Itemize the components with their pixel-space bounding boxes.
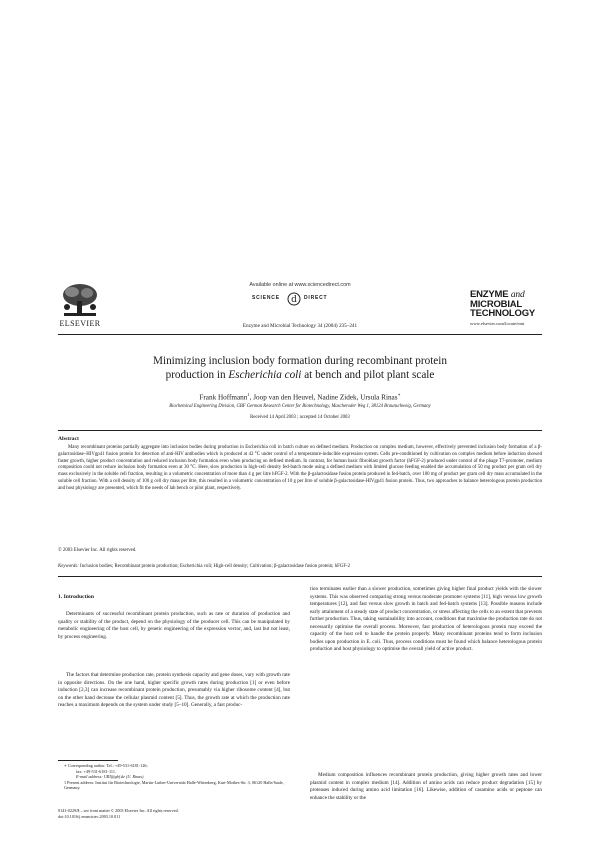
journal-logo-line3: TECHNOLOGY (470, 308, 536, 319)
footnotes (58, 763, 290, 791)
authors-rest: , Joop van den Heuvel, Nadine Zidek, Ursula Rinas (249, 393, 398, 402)
title-line2 (60, 368, 540, 382)
journal-logo-icon (470, 290, 562, 330)
right-paragraph-2: Medium composition influences recombinant protein production, giving higher growth rates and lower plasmid content in complex medium [14]. Addition of amino acids can reduce product degradation [15] by proteases induced during amino acid limitation [16]. Likewise, addition of casamino acids or peptone can enhance the stability or the (310, 772, 542, 801)
footnote-corresponding: ∗ Corresponding author. Tel.: +49-531-6181-126; (64, 763, 148, 768)
journal-logo-line2: MICROBIAL (470, 299, 523, 310)
article-title (60, 354, 540, 382)
svg-text:d: d (291, 295, 297, 305)
affiliation: Biochemical Engineering Division, GBF German Research Center for Biotechnology, Mascheroder Weg 1, 38124 Braunschweig, Germany (169, 404, 431, 409)
intro-heading: 1. Introduction (58, 594, 94, 600)
journal-logo-line1a: ENZYME (470, 289, 509, 300)
doi-line[interactable]: doi:10.1016/j.enzmictec.2003.10.011 (58, 813, 121, 819)
journal-citation: Enzyme and Microbial Technology 34 (2004) 235–241 (242, 323, 358, 329)
elsevier-tree-icon (58, 283, 102, 319)
elsevier-logo (58, 283, 102, 329)
author-1-mark: 1 (247, 392, 250, 397)
intro-paragraph-2: The factors that determine production rate, protein synthesis capacity and gene doses, vary with growth rate in opposite directions. On the one hand, higher specific growth rates during production [1] or even before induction [2,3] can increase recombinant protein production, presumably via higher ribosome content [4], but on the other hand decrease the cellular plasmid content [5]. Thus, the growth rate at which the production rate reaches a maximum depends on the system under study [5–10]. Generally, a fast produc- (58, 672, 290, 709)
abstract-copyright: © 2003 Elsevier Inc. All rights reserved. (58, 548, 137, 553)
sciencedirect-logo-right: DIRECT (304, 295, 328, 301)
front-matter-line: 0141-0229/$ – see front matter © 2003 Elsevier Inc. All rights reserved. (58, 808, 179, 813)
publisher-name: ELSEVIER (59, 319, 101, 328)
right-paragraph-1: tion terminates earlier than a slower production, sometimes giving higher final product yields with the slower systems. This was observed comparing strong versus moderate promoter systems [11], high versus low growth temperatures [12], and fast versus slow growth in batch and fed-batch systems [13]. Possible reasons include early attainment of a steady state of product concentration, or stress affecting the cells to an extent that prevents further production. Thus, taking sustainability into account, conditions that maximise the production rate do not necessarily optimise the overall process. Moreover, fast production of heterologous protein may exceed the capacity of the host cell to handle the protein properly. Many recombinant proteins tend to form inclusion bodies upon production in E. coli. Thus, process conditions must be found which balance heterologous protein production and host physiology to optimise the overall yield of active product. (310, 586, 542, 653)
author-1: Frank Hoffmann (199, 393, 248, 402)
title-line1: Minimizing inclusion body formation during recombinant protein (153, 355, 447, 367)
sciencedirect-logo-left: SCIENCE (252, 295, 280, 301)
abstract-heading: Abstract (58, 436, 79, 442)
footnote-rule (58, 760, 118, 761)
title-line2-italic: Escherichia coli (228, 369, 302, 381)
keywords (58, 564, 542, 571)
keywords-text: Inclusion bodies; Recombinant protein production; Escherichia coli; High-cell density; Cultivation; β-galactosidase fusion protein; hFGF-2 (78, 564, 351, 569)
title-line2-post: at bench and pilot plant scale (301, 369, 435, 381)
front-matter-info (58, 808, 298, 819)
footnote-fax: fax: +49-531-6181-111. (76, 768, 116, 774)
title-line2-pre: production in (165, 369, 229, 381)
journal-logo-line1b: and (510, 290, 525, 300)
abstract-top-rule (58, 430, 542, 431)
header-rule (58, 334, 542, 335)
received-dates: Received 14 April 2003 ; accepted 14 October 2003 (250, 415, 350, 420)
authors (60, 392, 540, 401)
intro-paragraph-1: Determinants of successful recombinant protein production, such as rate or duration of production and quality or stability of the product, depend on the physiology of the producer cell. This can be manipulated by metabolic engineering of the host cell, by genetic engineering of the expression vector, and, last but not least, by process engineering. (58, 611, 290, 640)
footnote-email[interactable]: E-mail address: URI@gbf.de (U. Rinas). (76, 774, 145, 780)
sciencedirect-logo-icon (252, 292, 362, 306)
journal-url[interactable]: www.elsevier.com/locate/emt (470, 321, 525, 326)
footnote-present-address: 1 Present address: Institut für Biotechnologie, Martin-Luther-Universität Halle-Wittenberg, Kurt-Mothes-Str. 3, 06120 Halle/Saale, Germany. (64, 779, 284, 791)
keywords-label: Keywords: (58, 564, 79, 569)
corresponding-mark: ∗ (397, 392, 401, 397)
abstract-bottom-rule (58, 576, 542, 577)
available-online-text: Available online at www.sciencedirect.com (249, 282, 351, 288)
abstract-body: Many recombinant proteins partially aggregate into inclusion bodies during production in Escherichia coli in batch culture on defined medium. Production on complex medium, however, effectively prevented inclusion body formation of a β-galactosidase–HIVgp41 fusion protein for detection of anti-HIV antibodies which is produced at 42 °C under control of a temperature-inducible expression system. Cells pre-conditioned by cultivation on complex medium before induction showed faster growth, higher product concentration and reduced inclusion body formation even when producing on defined medium. In contrast, for human basic fibroblast growth factor (hFGF-2) produced under control of the phage T7-promoter, medium composition could not reduce inclusion body formation even at 30 °C. Here, slow production in high-cell density fed-batch mode using a defined medium with limited glucose feeding enabled the accumulation of 50 mg product per gram cell dry mass exclusively in the soluble cell fraction, resulting in a volumetric concentration of more than 4 g per litre hFGF-2. With the β-galactosidase fusion protein produced in fed-batch, over 100 mg of product per gram cell dry mass accumulated in the soluble cell fraction. With a cell density of 100 g cell dry mass per litre, this resulted in a volumetric concentration of 10 g per litre of soluble β-galactosidase-HIVgp41 fusion protein. Thus, two approaches to balance heterologous protein production and host physiology are presented, which fit the needs of lab bench or pilot plant, respectively. (58, 445, 542, 491)
